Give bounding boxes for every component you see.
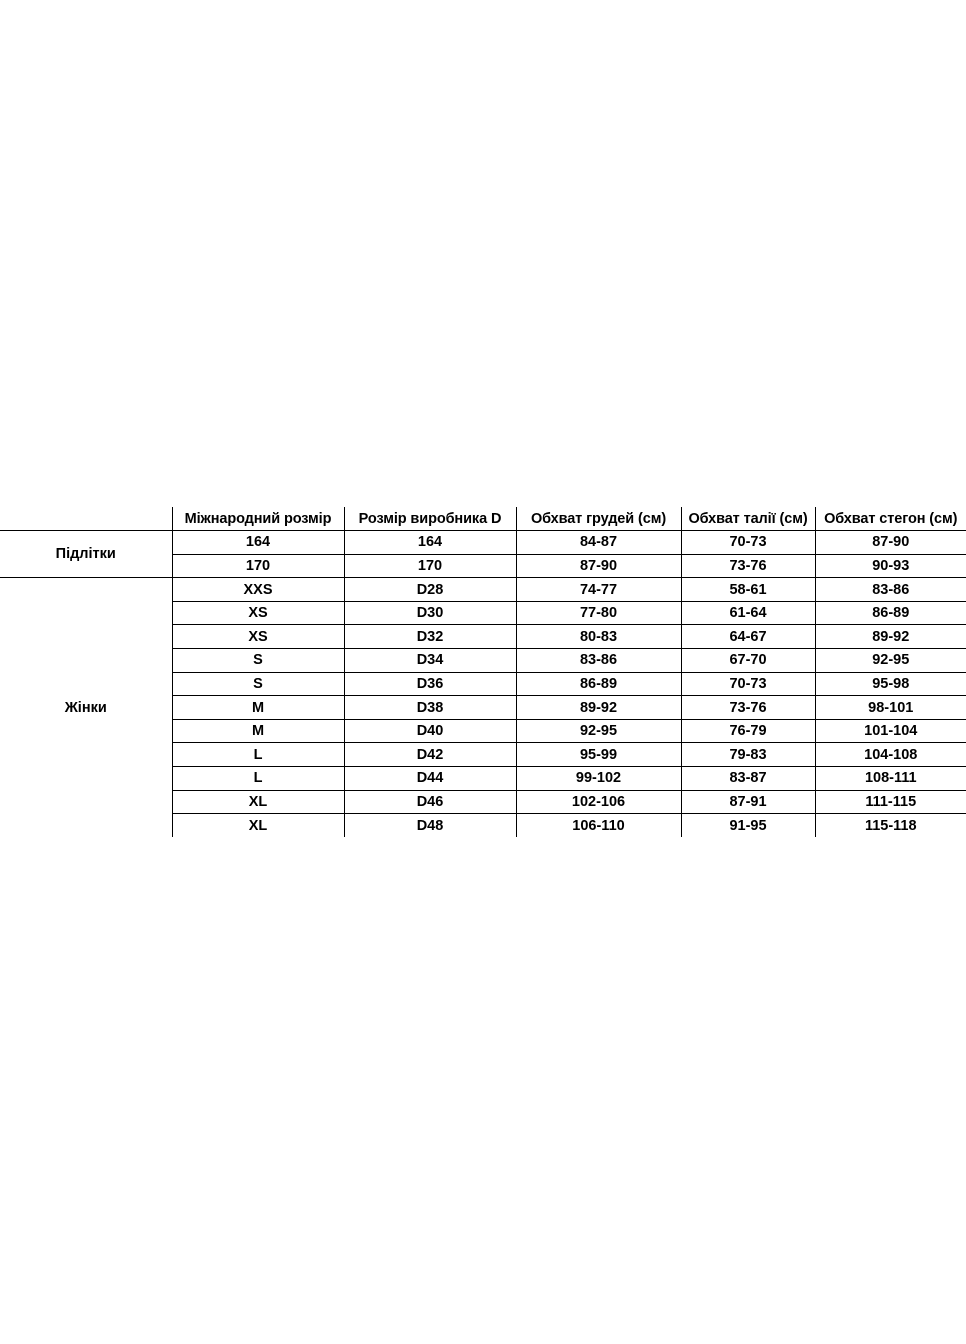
cell-chest: 99-102: [516, 767, 681, 791]
cell-chest: 86-89: [516, 672, 681, 696]
cell-chest: 89-92: [516, 696, 681, 720]
cell-intl: L: [172, 767, 344, 791]
group-label-women: Жінки: [0, 578, 172, 838]
cell-chest: 95-99: [516, 743, 681, 767]
cell-waist: 87-91: [681, 790, 815, 814]
cell-mfr: D46: [344, 790, 516, 814]
cell-waist: 58-61: [681, 578, 815, 602]
cell-intl: XS: [172, 625, 344, 649]
cell-mfr: D36: [344, 672, 516, 696]
cell-waist: 83-87: [681, 767, 815, 791]
cell-mfr: D48: [344, 814, 516, 838]
cell-chest: 87-90: [516, 554, 681, 578]
cell-intl: XXS: [172, 578, 344, 602]
cell-chest: 80-83: [516, 625, 681, 649]
cell-mfr: 170: [344, 554, 516, 578]
cell-chest: 92-95: [516, 719, 681, 743]
cell-hips: 89-92: [815, 625, 966, 649]
cell-chest: 77-80: [516, 601, 681, 625]
cell-hips: 104-108: [815, 743, 966, 767]
header-intl-size: Міжнародний розмір: [172, 507, 344, 531]
cell-mfr: D30: [344, 601, 516, 625]
cell-mfr: D32: [344, 625, 516, 649]
cell-mfr: D44: [344, 767, 516, 791]
group-label-teens: Підлітки: [0, 531, 172, 578]
cell-chest: 74-77: [516, 578, 681, 602]
cell-waist: 70-73: [681, 531, 815, 555]
cell-hips: 86-89: [815, 601, 966, 625]
cell-chest: 102-106: [516, 790, 681, 814]
cell-hips: 108-111: [815, 767, 966, 791]
cell-mfr: 164: [344, 531, 516, 555]
header-hips: Обхват стегон (см): [815, 507, 966, 531]
cell-intl: S: [172, 649, 344, 673]
cell-waist: 73-76: [681, 696, 815, 720]
cell-intl: S: [172, 672, 344, 696]
cell-chest: 83-86: [516, 649, 681, 673]
header-manufacturer-size: Розмір виробника D: [344, 507, 516, 531]
cell-hips: 115-118: [815, 814, 966, 838]
header-chest: Обхват грудей (см): [516, 507, 681, 531]
cell-hips: 111-115: [815, 790, 966, 814]
table-row: [0, 578, 966, 602]
cell-intl: M: [172, 719, 344, 743]
header-waist: Обхват талії (см): [681, 507, 815, 531]
header-row: [0, 507, 966, 531]
header-group-blank: [0, 507, 172, 531]
cell-intl: M: [172, 696, 344, 720]
cell-waist: 64-67: [681, 625, 815, 649]
cell-mfr: D38: [344, 696, 516, 720]
size-chart-table: [0, 507, 966, 837]
cell-mfr: D42: [344, 743, 516, 767]
cell-intl: 170: [172, 554, 344, 578]
cell-waist: 70-73: [681, 672, 815, 696]
cell-waist: 79-83: [681, 743, 815, 767]
cell-chest: 84-87: [516, 531, 681, 555]
cell-intl: 164: [172, 531, 344, 555]
cell-hips: 98-101: [815, 696, 966, 720]
cell-hips: 92-95: [815, 649, 966, 673]
cell-intl: XS: [172, 601, 344, 625]
cell-waist: 76-79: [681, 719, 815, 743]
cell-hips: 101-104: [815, 719, 966, 743]
cell-waist: 61-64: [681, 601, 815, 625]
cell-waist: 67-70: [681, 649, 815, 673]
cell-intl: L: [172, 743, 344, 767]
cell-hips: 87-90: [815, 531, 966, 555]
cell-hips: 95-98: [815, 672, 966, 696]
cell-hips: 90-93: [815, 554, 966, 578]
cell-mfr: D40: [344, 719, 516, 743]
cell-intl: XL: [172, 814, 344, 838]
table-row: [0, 531, 966, 555]
cell-hips: 83-86: [815, 578, 966, 602]
cell-mfr: D34: [344, 649, 516, 673]
cell-mfr: D28: [344, 578, 516, 602]
cell-waist: 73-76: [681, 554, 815, 578]
cell-waist: 91-95: [681, 814, 815, 838]
cell-chest: 106-110: [516, 814, 681, 838]
cell-intl: XL: [172, 790, 344, 814]
